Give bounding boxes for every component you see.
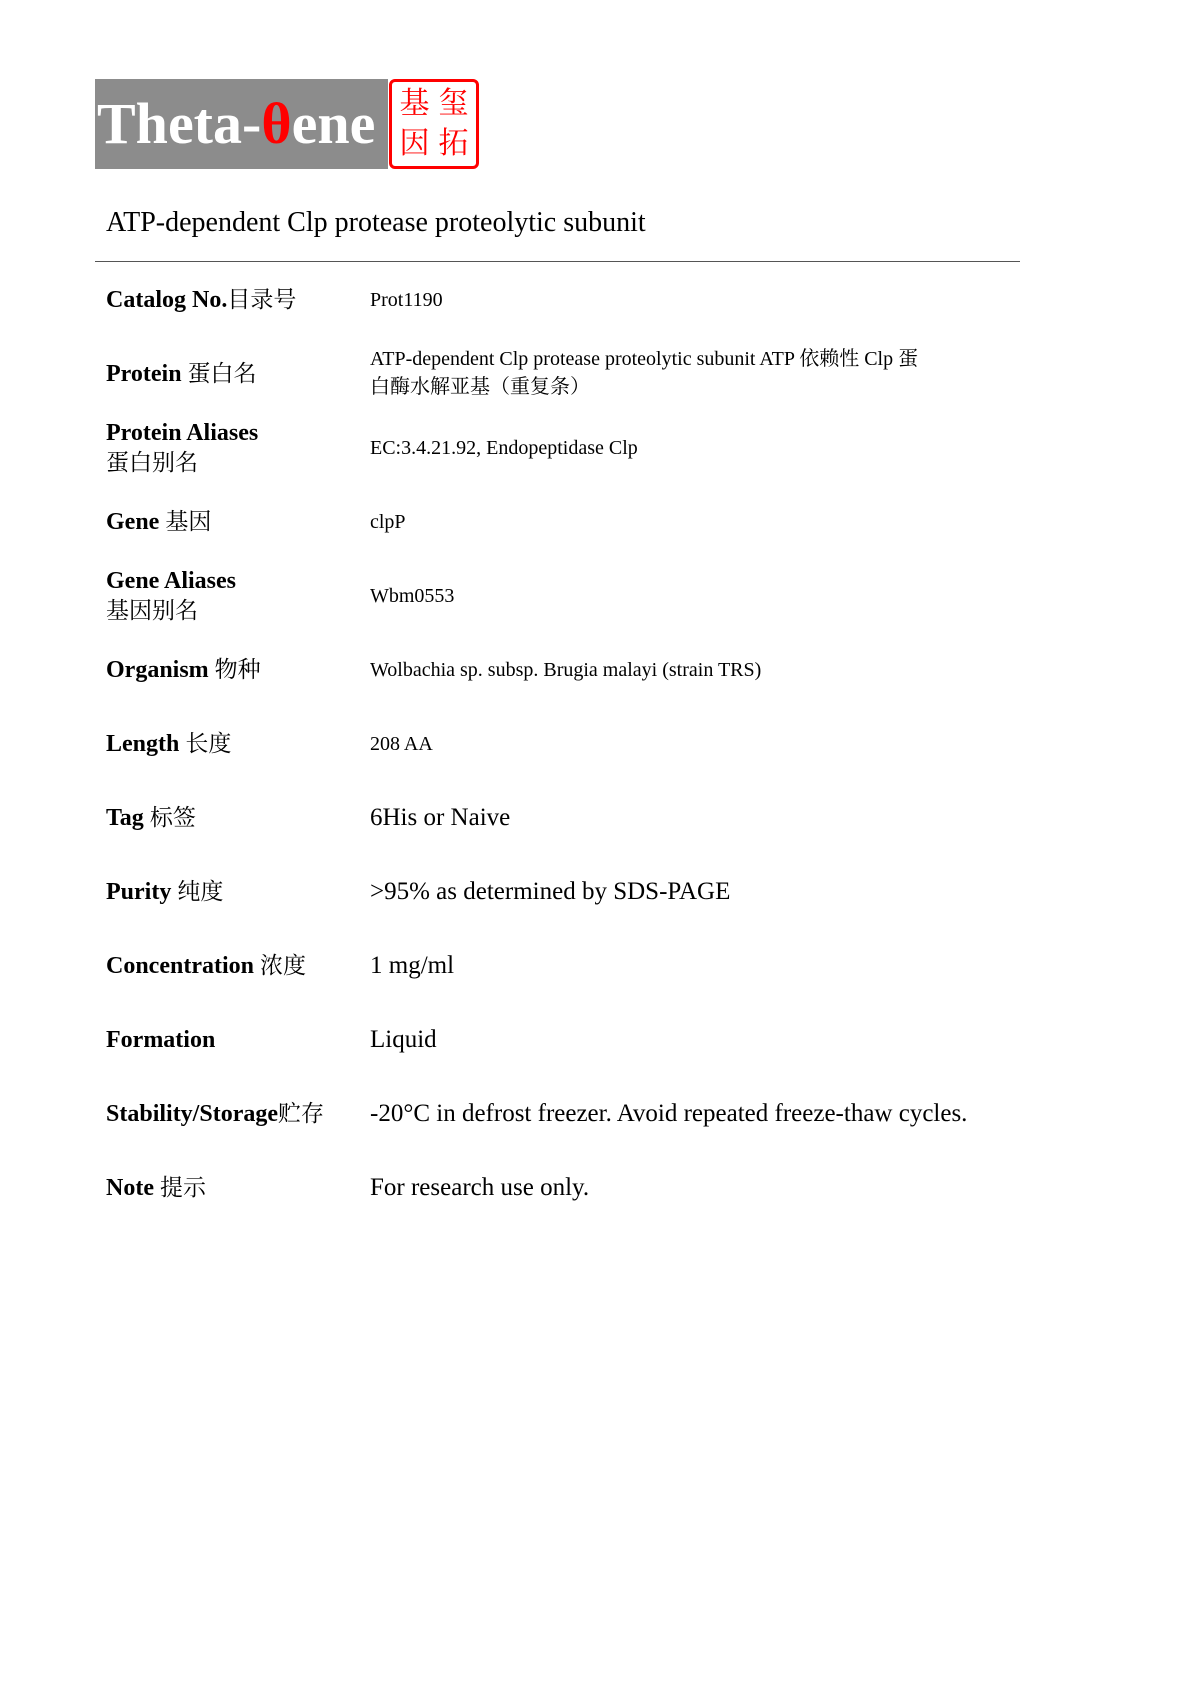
logo-wordmark (95, 79, 388, 169)
field-label (106, 1025, 215, 1055)
label-en: Concentration (106, 953, 260, 979)
label-cn: 提示 (159, 1175, 206, 1201)
field-value: clpP (370, 511, 406, 533)
field-value: EC:3.4.21.92, Endopeptidase Clp (370, 437, 638, 459)
field-label (106, 418, 258, 478)
seal-char: 拓 (438, 126, 469, 161)
field-value: Wbm0553 (370, 585, 455, 607)
field-label (106, 507, 211, 537)
label-en: Formation (106, 1027, 216, 1053)
value-line: 白酶水解亚基（重复条） (370, 376, 590, 398)
value-line: ATP-dependent Clp protease proteolytic subunit ATP 依赖性 Clp 蛋 (370, 348, 919, 370)
label-en: Gene (106, 509, 166, 535)
field-label (106, 359, 257, 389)
field-label (106, 729, 231, 759)
field-label (106, 877, 223, 907)
field-label (106, 951, 306, 981)
field-value: Wolbachia sp. subsp. Brugia malayi (strain TRS) (370, 659, 762, 681)
field-label (106, 803, 196, 833)
label-en: Length (106, 731, 186, 757)
logo-seal-icon (389, 79, 479, 169)
field-value: Liquid (370, 1026, 437, 1053)
label-cn: 蛋白别名 (106, 450, 198, 476)
label-cn: 长度 (185, 731, 232, 757)
logo-prefix: Theta- (97, 91, 262, 156)
field-value: 1 mg/ml (370, 952, 455, 979)
field-value: 208 AA (370, 733, 433, 755)
field-label (106, 566, 236, 626)
label-cn: 贮存 (278, 1101, 324, 1127)
seal-char: 基 (399, 86, 430, 121)
label-cn: 纯度 (177, 879, 224, 905)
document-title: ATP-dependent Clp protease proteolytic subunit (106, 207, 646, 238)
label-en: Note (106, 1175, 160, 1201)
label-en: Organism (106, 657, 215, 683)
logo-theta-glyph: θ (261, 91, 292, 156)
label-en: Catalog No. (106, 287, 228, 313)
field-value: >95% as determined by SDS-PAGE (370, 878, 731, 905)
label-en: Protein Aliases (106, 420, 259, 446)
field-value (370, 345, 918, 401)
field-value: Prot1190 (370, 289, 443, 311)
company-logo (95, 79, 479, 169)
seal-char: 玺 (438, 86, 469, 121)
label-cn: 基因别名 (106, 598, 198, 624)
label-cn: 物种 (214, 657, 261, 683)
field-label (106, 655, 261, 685)
label-en: Tag (106, 805, 150, 831)
label-en: Stability/Storage (106, 1101, 278, 1127)
label-cn: 基因 (165, 509, 212, 535)
label-cn: 浓度 (259, 953, 306, 979)
label-en: Gene Aliases (106, 568, 236, 594)
field-value: -20°C in defrost freezer. Avoid repeated freeze-thaw cycles. (370, 1100, 968, 1127)
label-en: Purity (106, 879, 178, 905)
label-en: Protein (106, 361, 188, 387)
title-divider (95, 261, 1020, 262)
label-cn: 蛋白名 (187, 361, 257, 387)
field-label (106, 285, 296, 315)
seal-char: 因 (399, 126, 430, 161)
label-cn: 目录号 (227, 287, 297, 313)
field-label (106, 1173, 206, 1203)
logo-suffix: ene (291, 91, 376, 156)
label-cn: 标签 (149, 805, 196, 831)
field-value: 6His or Naive (370, 804, 511, 831)
field-label (106, 1099, 324, 1129)
field-value: For research use only. (370, 1174, 590, 1201)
